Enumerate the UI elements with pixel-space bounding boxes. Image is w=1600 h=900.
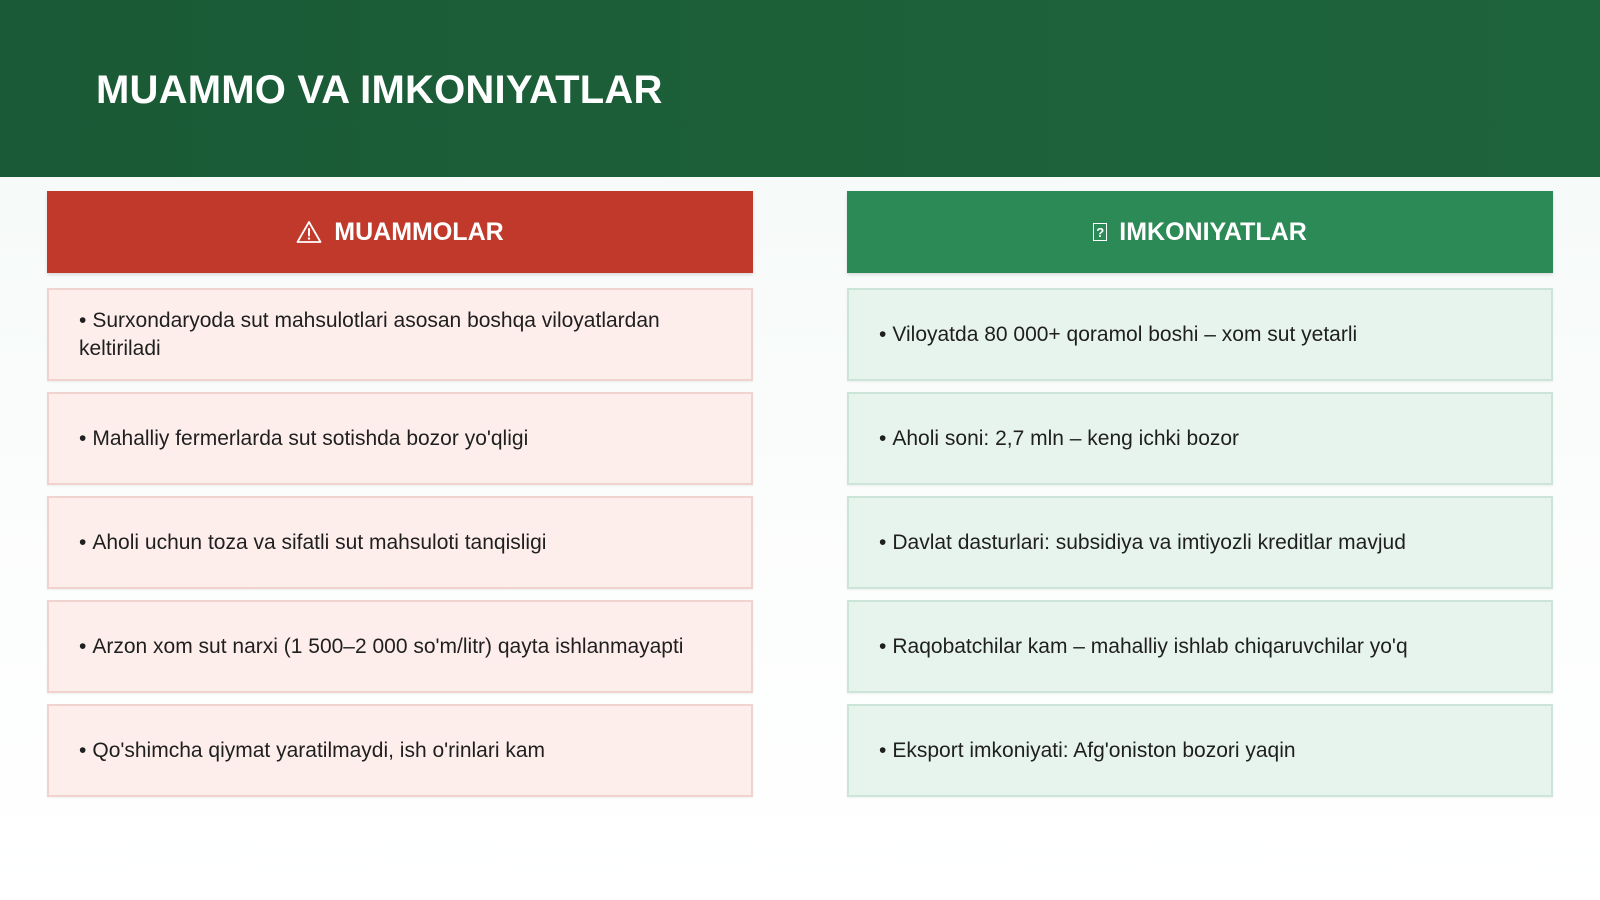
opportunities-column	[847, 191, 1553, 797]
problem-text: Qo'shimcha qiymat yaratilmaydi, ish o'rinlari kam	[92, 738, 546, 762]
problem-text: Aholi uchun toza va sifatli sut mahsuloti tanqisligi	[92, 530, 547, 554]
opportunity-text: Raqobatchilar kam – mahalliy ishlab chiqaruvchilar yo'q	[892, 634, 1408, 658]
opportunity-text: Viloyatda 80 000+ qoramol boshi – xom sut yetarli	[892, 322, 1358, 346]
opportunity-text: Eksport imkoniyati: Afg'oniston bozori yaqin	[892, 738, 1296, 762]
warning-icon	[296, 220, 322, 244]
page-title: MUAMMO VA IMKONIYATLAR	[96, 68, 663, 112]
problem-item	[47, 392, 753, 485]
bullet: •	[879, 426, 887, 450]
problem-item	[47, 288, 753, 381]
bullet: •	[879, 634, 887, 658]
title-banner	[0, 0, 1600, 177]
bullet: •	[79, 738, 87, 762]
opportunities-title: IMKONIYATLAR	[1119, 217, 1307, 246]
opportunity-text: Aholi soni: 2,7 mln – keng ichki bozor	[892, 426, 1240, 450]
problems-title: MUAMMOLAR	[334, 217, 504, 246]
bullet: •	[879, 738, 887, 762]
problem-text: Mahalliy fermerlarda sut sotishda bozor yo'qligi	[92, 426, 529, 450]
missing-glyph-icon: ?	[1093, 223, 1107, 241]
opportunity-item	[847, 288, 1553, 381]
opportunity-item	[847, 496, 1553, 589]
opportunity-item	[847, 704, 1553, 797]
bullet: •	[79, 634, 87, 658]
problem-item	[47, 704, 753, 797]
bullet: •	[79, 530, 87, 554]
problem-text: Arzon xom sut narxi (1 500–2 000 so'm/litr) qayta ishlanmayapti	[92, 634, 684, 658]
bullet: •	[79, 308, 87, 332]
problems-header	[47, 191, 753, 273]
opportunity-item	[847, 600, 1553, 693]
problems-column	[47, 191, 753, 797]
bullet: •	[879, 322, 887, 346]
opportunity-text: Davlat dasturlari: subsidiya va imtiyozli kreditlar mavjud	[892, 530, 1406, 554]
bullet: •	[879, 530, 887, 554]
problem-item	[47, 600, 753, 693]
problem-item	[47, 496, 753, 589]
problem-text: Surxondaryoda sut mahsulotlari asosan boshqa viloyatlardan keltiriladi	[79, 308, 660, 360]
bullet: •	[79, 426, 87, 450]
opportunities-header	[847, 191, 1553, 273]
opportunity-item	[847, 392, 1553, 485]
